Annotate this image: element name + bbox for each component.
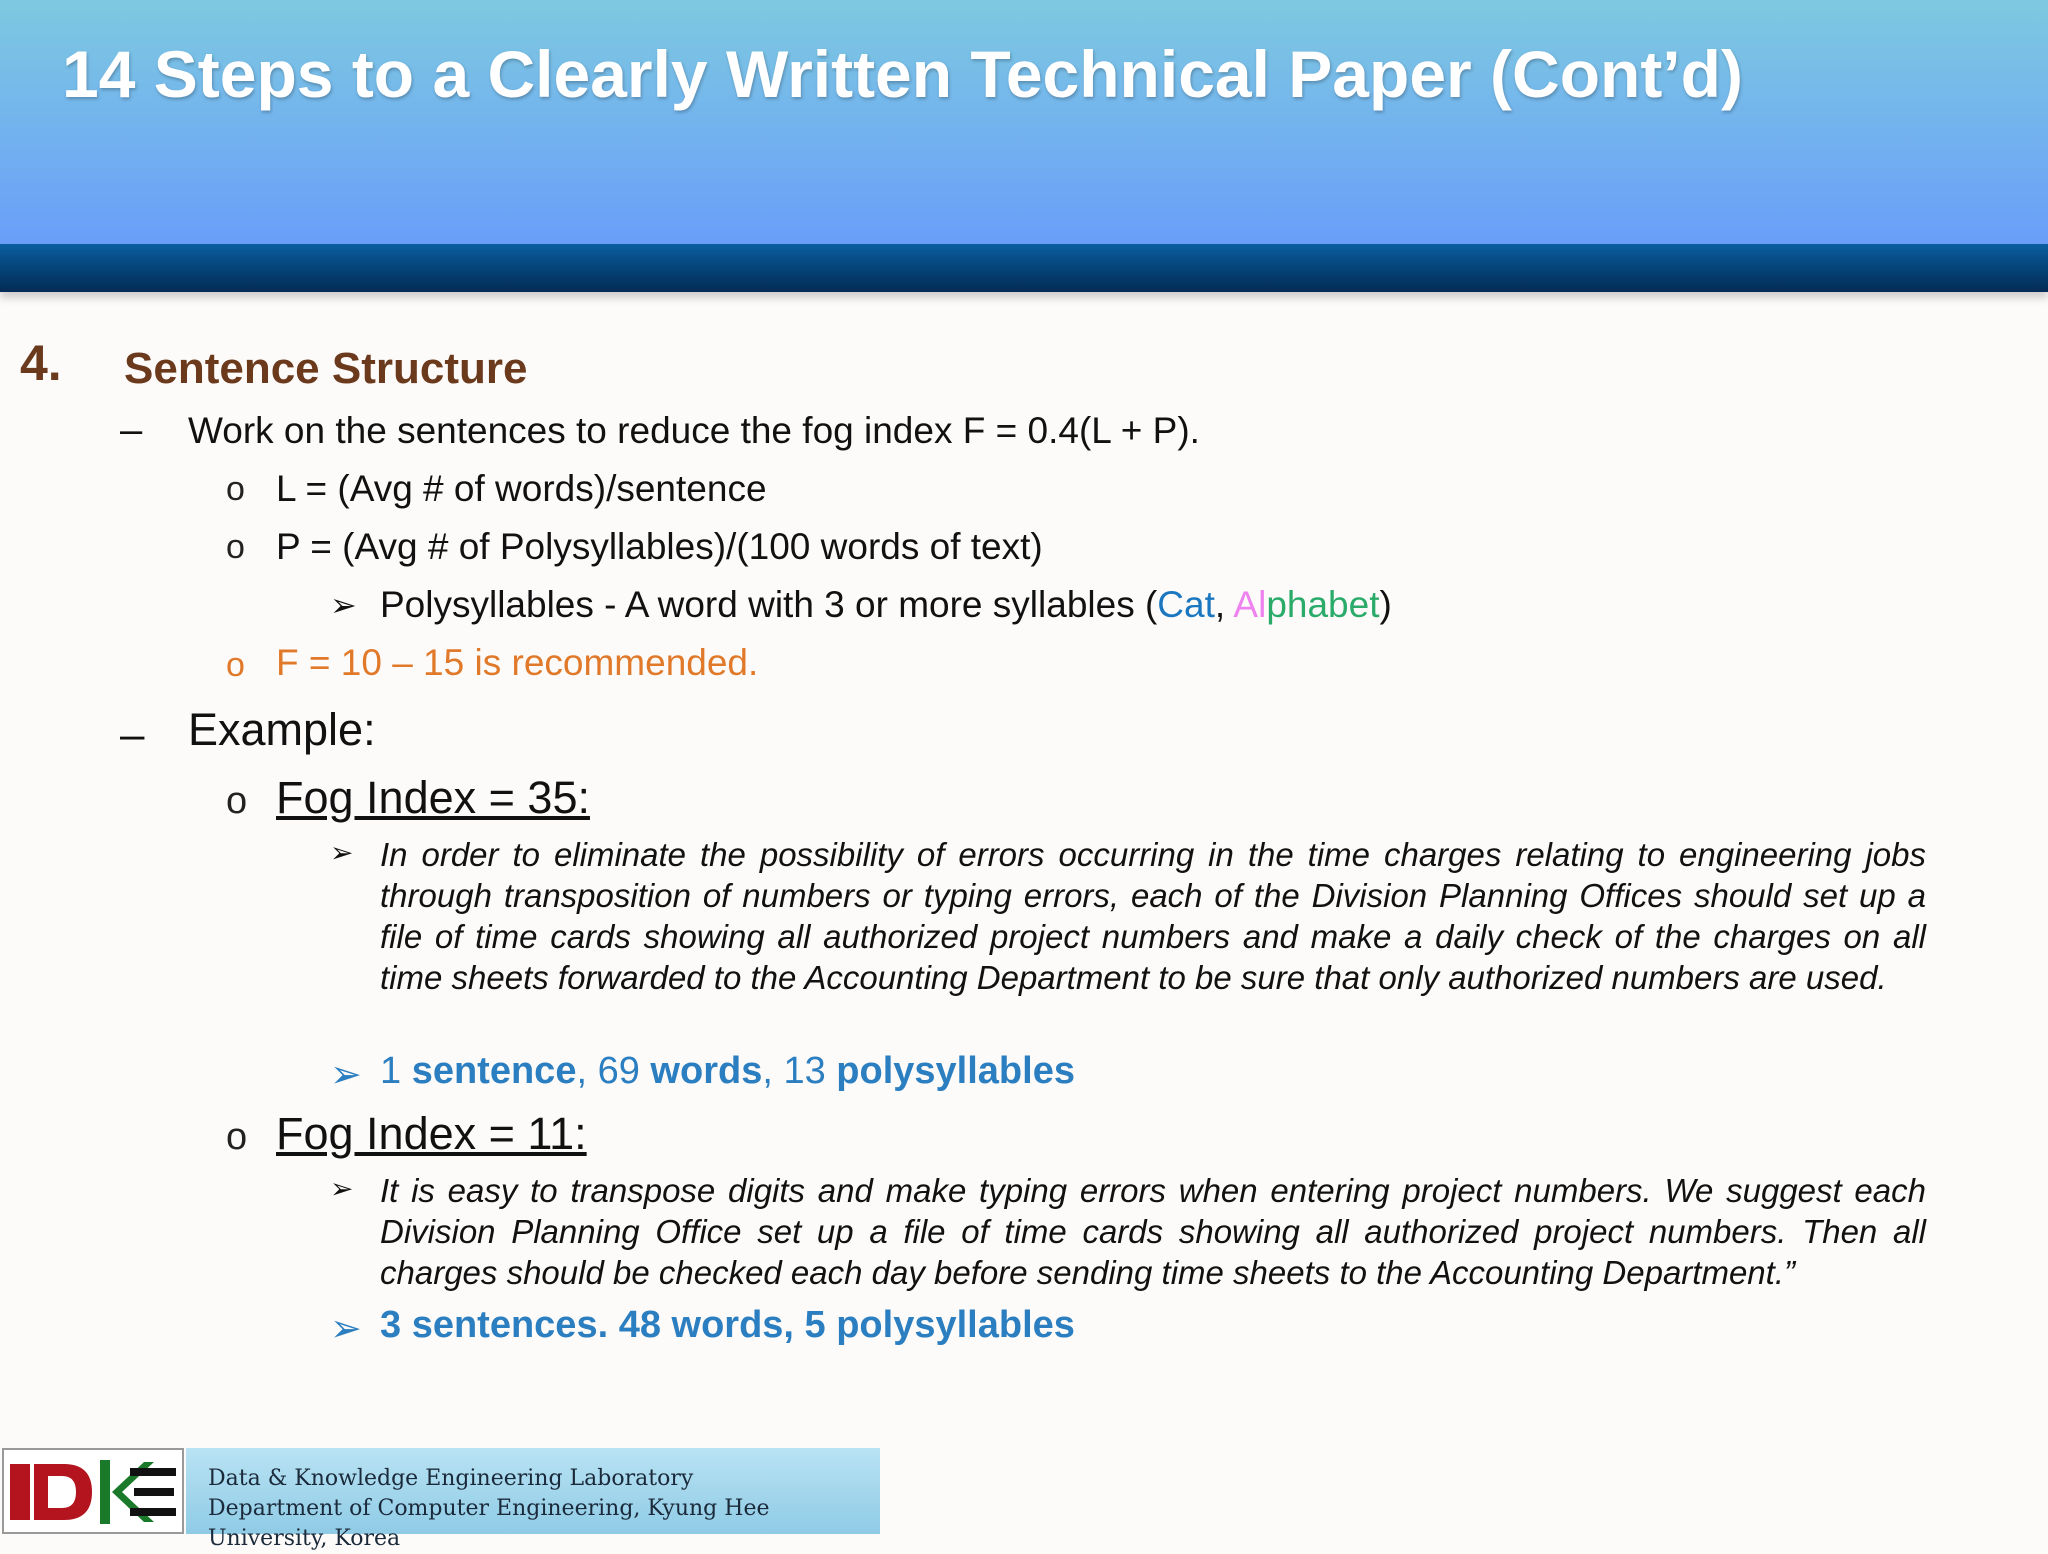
example-word-cat: Cat [1157,584,1215,625]
polysyllables-word: polysyllables [836,1050,1075,1092]
arrow-bullet-icon: ➢ [330,1308,362,1350]
slide-title: 14 Steps to a Clearly Written Technical Paper (Cont’d) [62,37,1743,111]
p-definition: P = (Avg # of Polysyllables)/(100 words of text) [276,526,1043,567]
fog-index-11-heading: Fog Index = 11: [276,1108,587,1159]
fog-11-stats: 3 sentences. 48 words, 5 polysyllables [380,1304,1075,1346]
fog-35-example-text: In order to eliminate the possibility of errors occurring in the time charges relating to engineering jobs through transposition of numbers or typing errors, each of the Division Planning Offices should set up a file of time cards showing all authorized project numbers and make a daily check of the charges on all time sheets forwarded to the Accounting Department to be sure that only authorized numbers are used. [380,836,1926,996]
circle-bullet-icon: o [226,528,245,566]
arrow-bullet-icon: ➢ [330,1173,354,1204]
circle-bullet-icon: o [226,470,245,508]
footer-lab-name: Data & Knowledge Engineering Laboratory [208,1466,694,1491]
separator: , [576,1050,598,1092]
dash-bullet-icon: – [120,710,145,759]
header-divider-bar [0,244,2048,292]
polysyllable-text: Polysyllables - A word with 3 or more syllables ( [380,584,1158,625]
title-banner [0,0,2048,244]
example-word-phabet: phabet [1266,584,1380,625]
sentence-word: sentence [411,1050,577,1092]
fog-intro-text: Work on the sentences to reduce the fog index F = 0.4(L + P). [188,410,1200,451]
l-definition: L = (Avg # of words)/sentence [276,468,767,509]
dash-bullet-icon: – [120,408,143,452]
arrow-bullet-icon: ➢ [330,587,357,623]
polysyllable-count: 13 [783,1050,826,1092]
recommendation-text: F = 10 – 15 is recommended. [276,642,759,683]
fog-11-example-text: It is easy to transpose digits and make typing errors when entering project numbers. We suggest each Division Planning Office set up a file of time cards showing all authorized project numbers. Then all charges should be checked each day before sending time sheets to the Accounting Department.” [380,1172,1926,1291]
footer-text [208,1464,769,1554]
example-label: Example: [188,704,376,755]
words-word: words [650,1050,763,1092]
arrow-bullet-icon: ➢ [330,1054,362,1096]
footer [0,1446,880,1551]
word-count: 69 [597,1050,640,1092]
fog-35-stats [380,1050,1075,1093]
circle-bullet-icon: o [226,1116,248,1158]
section-number: 4. [20,335,62,391]
separator: , [762,1050,784,1092]
arrow-bullet-icon: ➢ [330,837,354,868]
dke-logo-icon [2,1448,184,1534]
footer-band [186,1448,880,1551]
close-paren: ) [1379,584,1392,625]
footer-university: University, Korea [208,1526,401,1551]
comma: , [1214,584,1234,625]
fog-index-35-heading: Fog Index = 35: [276,772,590,823]
circle-bullet-icon: o [226,646,245,684]
footer-department: Department of Computer Engineering, Kyung Hee [208,1496,770,1521]
polysyllable-definition [380,584,1392,626]
example-word-al: Al [1233,584,1267,625]
circle-bullet-icon: o [226,780,248,822]
section-heading: Sentence Structure [124,344,528,393]
sentence-count: 1 [380,1050,402,1092]
